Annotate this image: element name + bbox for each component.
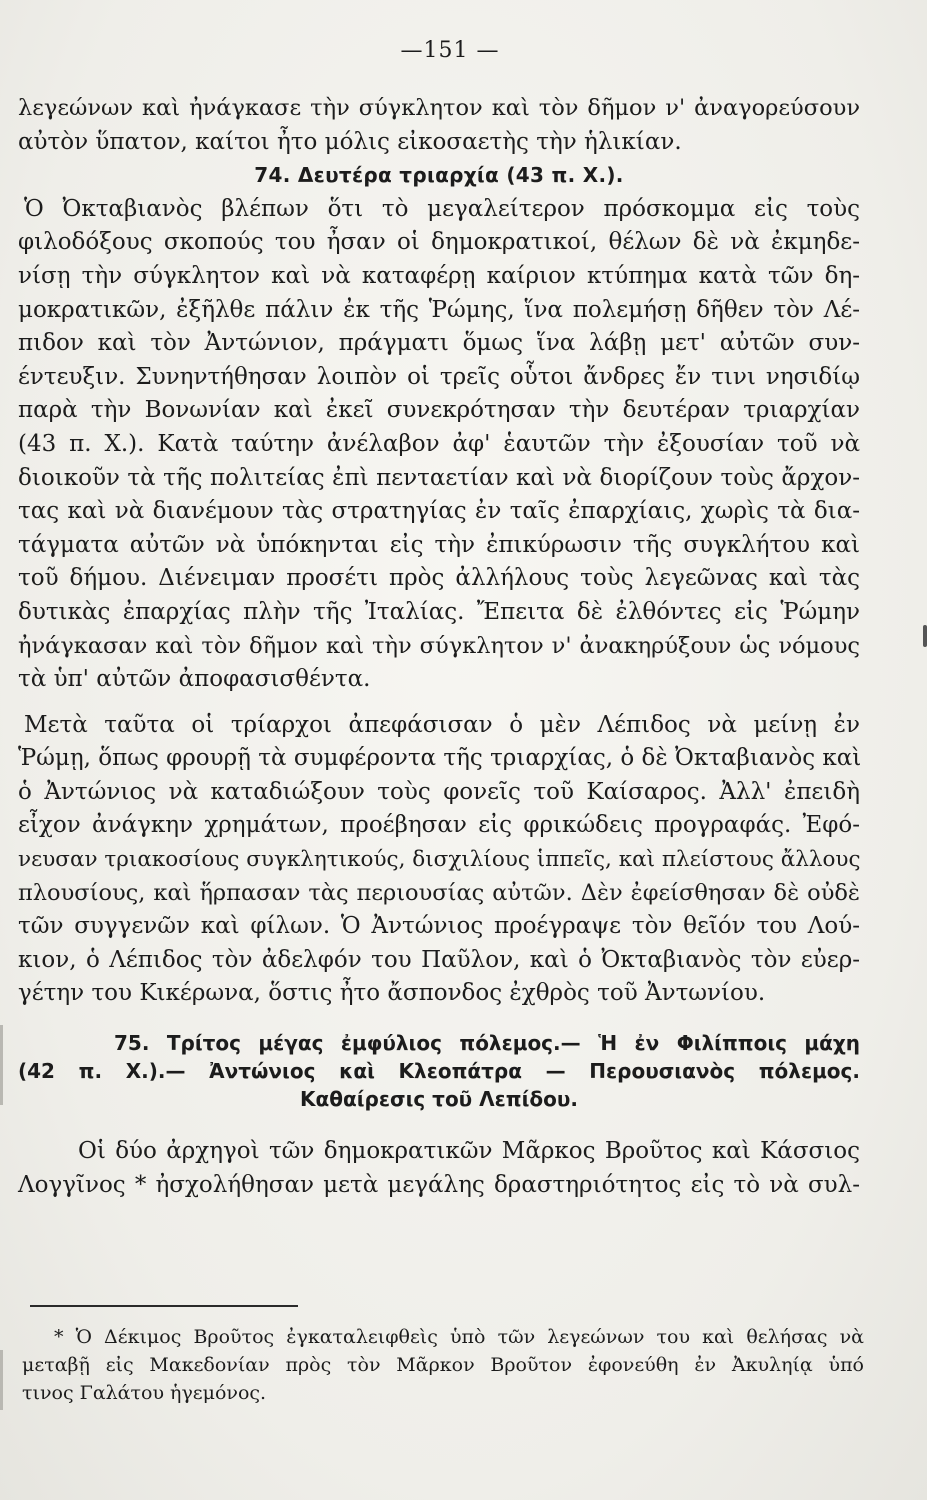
text-line: τὰ ὑπ' αὐτῶν ἀποφασισθέντα.	[18, 666, 371, 693]
text-line: (43 π. Χ.). Κατὰ ταύτην ἀνέλαβον ἀφ' ἑαυτῶν τὴν ἐξουσίαν τοῦ νὰ	[18, 430, 860, 457]
text-line: τάγματα αὐτῶν νὰ ὑπόκηνται εἰς τὴν ἐπικύρωσιν τῆς συγκλήτου καὶ	[18, 531, 860, 558]
section-75-paragraph	[18, 1135, 860, 1202]
text-line: μοκρατικῶν, ἐξῆλθε πάλιν ἐκ τῆς Ῥώμης, ἵνα πολεμήσῃ δῆθεν τὸν Λέ-	[18, 296, 860, 323]
footnote-line: μεταβῇ εἰς Μακεδονίαν πρὸς τὸν Μᾶρκον Βροῦτον ἐφονεύθη ἐν Ἀκυληίᾳ ὑπό	[22, 1354, 864, 1376]
text-line: ἠνάγκασαν καὶ τὸν δῆμον καὶ τὴν σύγκλητον ν' ἀνακηρύξουν ὡς νόμους	[18, 632, 860, 659]
footnote-divider	[30, 1305, 298, 1307]
text-line: Οἱ δύο ἀρχηγοὶ τῶν δημοκρατικῶν Μᾶρκος Βροῦτος καὶ Κάσσιος	[78, 1138, 860, 1165]
intro-paragraph	[18, 92, 860, 159]
text-line: τας καὶ νὰ διανέμουν τὰς στρατηγίας ἐν ταῖς ἐπαρχίαις, χωρὶς τὰ δια-	[18, 498, 860, 525]
text-line: φιλοδόξους σκοπούς του ἦσαν οἱ δημοκρατικοί, θέλων δὲ νὰ ἐκμηδε-	[18, 229, 860, 256]
heading-line: (42 π. Χ.).— Ἀντώνιος καὶ Κλεοπάτρα — Περουσιανὸς πόλεμος.	[18, 1059, 860, 1084]
heading-line: Καθαίρεσις τοῦ Λεπίδου.	[300, 1087, 578, 1112]
text-line: κιον, ὁ Λέπιδος τὸν ἀδελφόν του Παῦλον, καὶ ὁ Ὀκταβιανὸς τὸν εὐερ-	[18, 946, 860, 973]
text-line: εἶχον ἀνάγκην χρημάτων, προέβησαν εἰς φρικώδεις προγραφάς. Ἐφό-	[18, 812, 860, 839]
footnote	[22, 1323, 864, 1407]
footnote-line: τινος Γαλάτου ἡγεμόνος.	[22, 1382, 267, 1404]
heading-line: 75. Τρίτος μέγας ἐμφύλιος πόλεμος.— Ἡ ἐν Φιλίπποις μάχη	[114, 1031, 860, 1056]
text-line: πιδον καὶ τὸν Ἀντώνιον, πράγματι ὅμως ἵνα λάβῃ μετ' αὐτῶν συν-	[18, 330, 860, 357]
section-74-paragraph-1	[18, 193, 860, 697]
text-line: παρὰ τὴν Βονωνίαν καὶ ἐκεῖ συνεκρότησαν τὴν δευτέραν τριαρχίαν	[18, 397, 860, 424]
page-number: —151 —	[400, 38, 500, 63]
binding-shadow	[0, 1350, 3, 1410]
text-line: τοῦ δήμου. Διένειμαν προσέτι πρὸς ἀλλήλους τοὺς λεγεῶνας καὶ τὰς	[18, 565, 860, 592]
text-line: λεγεώνων καὶ ἠνάγκασε τὴν σύγκλητον καὶ τὸν δῆμον ν' ἀναγορεύσουν	[18, 95, 860, 121]
text-line: τῶν συγγενῶν καὶ φίλων. Ὁ Ἀντώνιος προέγραψε τὸν θεῖόν του Λού-	[18, 913, 860, 940]
section-heading-74: 74. Δευτέρα τριαρχία (43 π. Χ.).	[254, 163, 624, 188]
text-line: νίσῃ τὴν σύγκλητον καὶ νὰ καταφέρῃ καίριον κτύπημα κατὰ τῶν δη-	[18, 262, 860, 289]
text-line: αὐτὸν ὕπατον, καίτοι ἦτο μόλις εἰκοσαετὴς τὴν ἡλικίαν.	[18, 128, 682, 155]
text-line: πλουσίους, καὶ ἥρπασαν τὰς περιουσίας αὐτῶν. Δὲν ἐφείσθησαν δὲ οὐδὲ	[18, 879, 860, 906]
text-line: Λογγῖνος * ἠσχολήθησαν μετὰ μεγάλης δραστηριότητος εἰς τὸ νὰ συλ-	[18, 1171, 860, 1198]
text-line: διοικοῦν τὰ τῆς πολιτείας ἐπὶ πενταετίαν καὶ νὰ διορίζουν τοὺς ἄρχον-	[18, 464, 860, 491]
text-line: ὁ Ἀντώνιος νὰ καταδιώξουν τοὺς φονεῖς τοῦ Καίσαρος. Ἀλλ' ἐπειδὴ	[18, 778, 860, 805]
text-line: γέτην του Κικέρωνα, ὅστις ἦτο ἄσπονδος ἐχθρὸς τοῦ Ἀντωνίου.	[18, 980, 766, 1007]
text-line: νευσαν τριακοσίους συγκλητικούς, δισχιλίους ἱππεῖς, καὶ πλείστους ἄλλους	[18, 847, 861, 873]
section-heading-75	[18, 1029, 860, 1113]
text-line: Μετὰ ταῦτα οἱ τρίαρχοι ἀπεφάσισαν ὁ μὲν Λέπιδος νὰ μείνῃ ἐν	[24, 711, 860, 738]
text-line: Ῥώμῃ, ὅπως φρουρῇ τὰ συμφέροντα τῆς τριαρχίας, ὁ δὲ Ὀκταβιανὸς καὶ	[18, 745, 862, 772]
binding-shadow	[0, 1025, 3, 1105]
footnote-line: * Ὁ Δέκιμος Βροῦτος ἐγκαταλειφθεὶς ὑπὸ τῶν λεγεώνων του καὶ θελήσας νὰ	[54, 1326, 864, 1348]
text-line: Ὁ Ὀκταβιανὸς βλέπων ὅτι τὸ μεγαλείτερον πρόσκομμα εἰς τοὺς	[24, 195, 860, 222]
text-line: δυτικὰς ἐπαρχίας πλὴν τῆς Ἰταλίας. Ἔπειτα δὲ ἐλθόντες εἰς Ῥώμην	[18, 598, 860, 625]
text-line: έντευξιν. Συνηντήθησαν λοιπὸν οἱ τρεῖς οὗτοι ἄνδρες ἔν τινι νησιδίῳ	[18, 363, 860, 390]
section-74-paragraph-2	[18, 709, 860, 1011]
page-edge-mark	[923, 625, 927, 647]
main-text	[18, 92, 860, 1202]
